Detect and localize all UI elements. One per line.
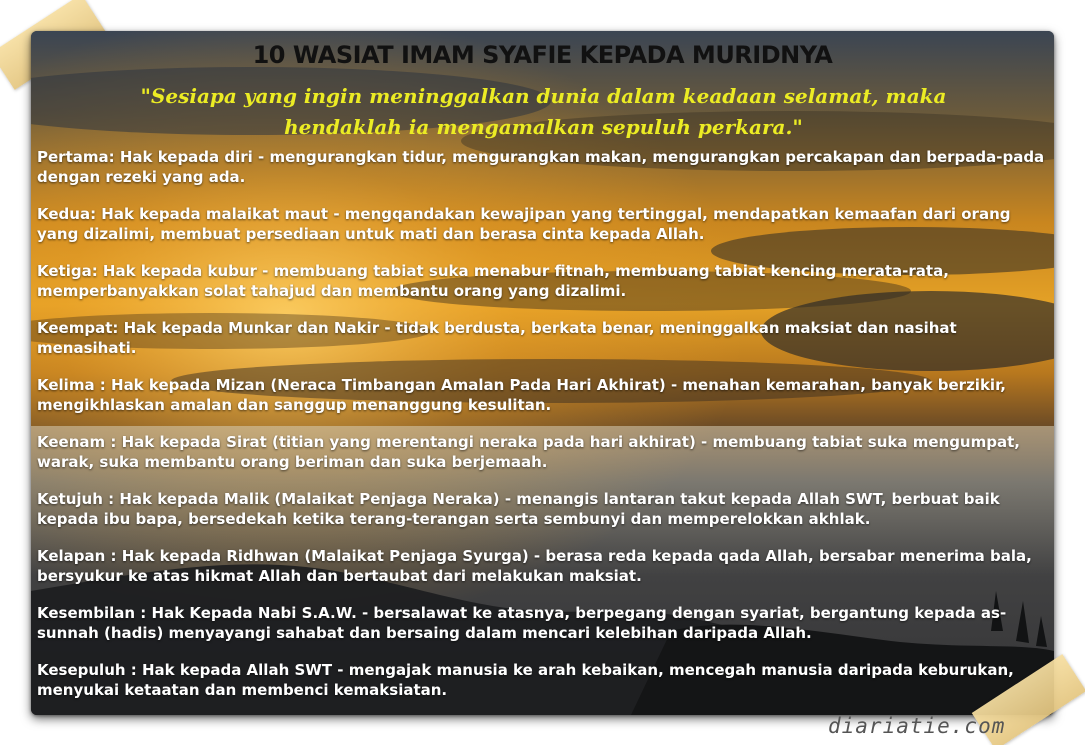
poster-card xyxy=(31,31,1054,715)
list-item: Kedua: Hak kepada malaikat maut - mengqandakan kewajipan yang tertinggal, mendapatkan kemaafan dari orang yang dizalimi, membuat persediaan untuk mati dan berasa cinta kepada Allah. xyxy=(37,205,1011,243)
list-item: Ketujuh : Hak kepada Malik (Malaikat Penjaga Neraka) - menangis lantaran takut kepada Allah SWT, berbuat baik kepada ibu bapa, bersedekah ketika terang-terangan serta sembunyi dan memperelokkan akhlak. xyxy=(37,490,1000,528)
list-item: Ketiga: Hak kepada kubur - membuang tabiat suka menabur fitnah, membuang tabiat kencing merata-rata, memperbanyakkan solat tahajud dan membantu orang yang dizalimi. xyxy=(37,262,949,300)
watermark-text: diariatie.com xyxy=(828,714,1006,738)
wasiat-list xyxy=(37,147,1052,715)
list-item: Kelima : Hak kepada Mizan (Neraca Timbangan Amalan Pada Hari Akhirat) - menahan kemarahan, banyak berzikir, mengikhlaskan amalan dan sanggup menanggung kesulitan. xyxy=(37,376,1006,414)
list-item: Pertama: Hak kepada diri - mengurangkan tidur, mengurangkan makan, mengurangkan percakapan dan berpada-pada dengan rezeki yang ada. xyxy=(37,148,1045,186)
list-item: Keempat: Hak kepada Munkar dan Nakir - tidak berdusta, berkata benar, meninggalkan maksiat dan nasihat menasihati. xyxy=(37,319,957,357)
list-item: Keenam : Hak kepada Sirat (titian yang merentangi neraka pada hari akhirat) - membuang tabiat suka mengumpat, warak, suka membantu orang beriman dan suka berjemaah. xyxy=(37,433,1020,471)
list-item: Kesepuluh : Hak kepada Allah SWT - mengajak manusia ke arah kebaikan, mencegah manusia daripada keburukan, menyukai ketaatan dan membenci kemaksiatan. xyxy=(37,661,1014,699)
list-item: Kelapan : Hak kepada Ridhwan (Malaikat Penjaga Syurga) - berasa reda kepada qada Allah, bersabar menerima bala, bersyukur ke atas hikmat Allah dan bertaubat dari melakukan maksiat. xyxy=(37,547,1032,585)
intro-quote: "Sesiapa yang ingin meninggalkan dunia dalam keadaan selamat, maka hendaklah ia mengamalkan sepuluh perkara." xyxy=(140,84,947,139)
page-title: 10 WASIAT IMAM SYAFIE KEPADA MURIDNYA xyxy=(252,41,833,69)
list-item: Kesembilan : Hak Kepada Nabi S.A.W. - bersalawat ke atasnya, berpegang dengan syariat, bergantung kepada as-sunnah (hadis) menyayangi sahabat dan bersaing dalam mencari kelebihan daripada Allah. xyxy=(37,604,1007,642)
